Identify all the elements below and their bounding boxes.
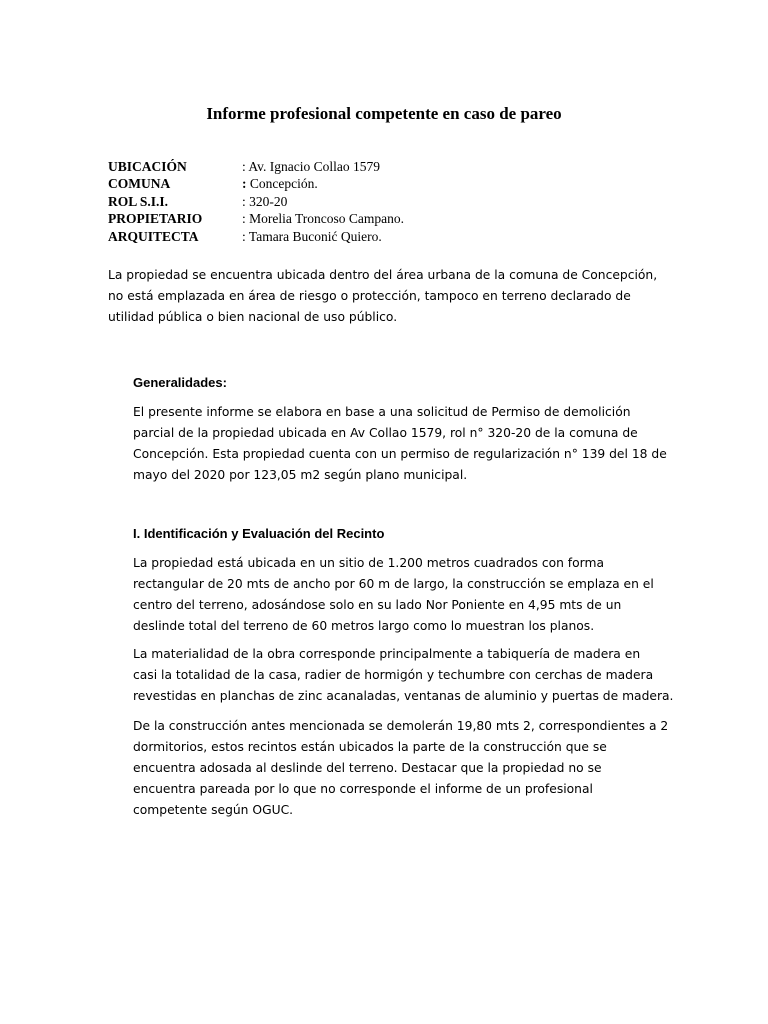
paragraph-line: casi la totalidad de la casa, radier de hormigón y techumbre con cerchas de madera	[133, 668, 654, 682]
paragraph-line: rectangular de 20 mts de ancho por 60 m de largo, la construcción se emplaza en el	[133, 577, 654, 591]
section-1-paragraph-3	[133, 716, 668, 821]
paragraph-line: encuentra adosada al deslinde del terreno. Destacar que la propiedad no se	[133, 761, 602, 775]
field-colon: :	[242, 228, 246, 244]
field-label: ARQUITECTA	[108, 228, 199, 244]
field-arquitecta	[108, 228, 404, 245]
paragraph-line: deslinde total del terreno de 60 metros largo como lo muestran los planos.	[133, 619, 595, 633]
paragraph-line: La propiedad está ubicada en un sitio de 1.200 metros cuadrados con forma	[133, 556, 605, 570]
document-title: Informe profesional competente en caso de pareo	[206, 104, 562, 123]
paragraph-line: encuentra pareada por lo que no corresponde el informe de un profesional	[133, 782, 593, 796]
paragraph-line: mayo del 2020 por 123,05 m2 según plano municipal.	[133, 468, 468, 482]
field-colon: :	[242, 211, 246, 227]
section-1-paragraph-1	[133, 553, 654, 637]
field-colon: :	[242, 176, 247, 192]
field-value: 320-20	[245, 193, 288, 209]
field-ubicacion	[108, 158, 404, 175]
field-value: Av. Ignacio Collao 1579	[245, 159, 380, 174]
intro-paragraph	[108, 265, 657, 328]
paragraph-line: revestidas en planchas de zinc acanaladas, ventanas de aluminio y puertas de madera.	[133, 689, 674, 703]
paragraph-line: no está emplazada en área de riesgo o protección, tampoco en terreno declarado de	[108, 289, 631, 303]
field-comuna	[108, 175, 404, 192]
field-label: UBICACIÓN	[108, 159, 187, 174]
generalidades-heading: Generalidades:	[133, 375, 227, 390]
field-label: COMUNA	[108, 176, 171, 192]
paragraph-line: La propiedad se encuentra ubicada dentro del área urbana de la comuna de Concepción,	[108, 268, 658, 282]
paragraph-line: dormitorios, estos recintos están ubicados la parte de la construcción que se	[133, 740, 607, 754]
field-colon: :	[242, 159, 246, 174]
paragraph-line: El presente informe se elabora en base a una solicitud de Permiso de demolición	[133, 405, 631, 419]
paragraph-line: competente según OGUC.	[133, 803, 294, 817]
field-value: Morelia Troncoso Campano.	[245, 211, 405, 227]
field-value: Tamara Buconić Quiero.	[245, 228, 382, 244]
paragraph-line: De la construcción antes mencionada se demolerán 19,80 mts 2, correspondientes a 2	[133, 719, 669, 733]
paragraph-line: centro del terreno, adosándose solo en su lado Nor Poniente en 4,95 mts de un	[133, 598, 622, 612]
field-propietario	[108, 210, 404, 227]
paragraph-line: La materialidad de la obra corresponde principalmente a tabiquería de madera en	[133, 647, 641, 661]
section-1-paragraph-2	[133, 644, 673, 707]
field-value: Concepción.	[246, 176, 318, 192]
section-1-heading: I. Identificación y Evaluación del Recinto	[133, 526, 385, 541]
field-colon: :	[242, 193, 246, 209]
field-rol	[108, 193, 404, 210]
property-details	[108, 158, 404, 245]
paragraph-line: Concepción. Esta propiedad cuenta con un permiso de regularización n° 139 del 18 de	[133, 447, 667, 461]
paragraph-line: utilidad pública o bien nacional de uso público.	[108, 310, 398, 324]
generalidades-paragraph	[133, 402, 667, 486]
field-label: PROPIETARIO	[108, 211, 203, 227]
paragraph-line: parcial de la propiedad ubicada en Av Collao 1579, rol n° 320-20 de la comuna de	[133, 426, 638, 440]
field-label: ROL S.I.I.	[108, 193, 169, 209]
